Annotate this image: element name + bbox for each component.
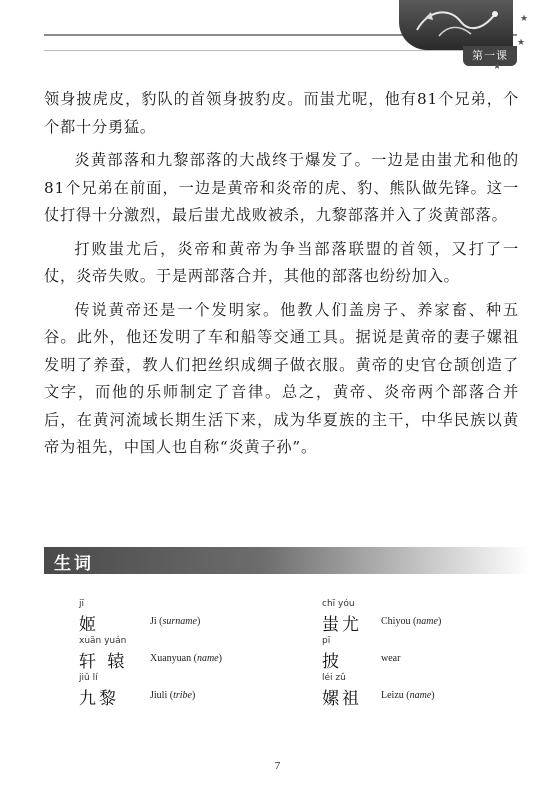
vocab-pinyin: jī xyxy=(79,599,85,609)
vocab-heading xyxy=(44,547,530,574)
vocab-hanzi: 披 xyxy=(322,652,342,672)
reading-text xyxy=(44,86,519,468)
page-number: 7 xyxy=(274,760,281,772)
vocab-hanzi: 九黎 xyxy=(79,689,119,709)
paragraph-2: 炎黄部落和九黎部落的大战终于爆发了。一边是由蚩尤和他的81个兄弟在前面，一边是黄帝和炎帝的虎、豹、熊队做先锋。这一仗打得十分激烈，最后蚩尤战败被杀，九黎部落并入了炎黄部落。 xyxy=(44,151,519,224)
paragraph-3: 打败蚩尤后，炎帝和黄帝为争当部落联盟的首领，又打了一仗，炎帝失败。于是两部落合并，其他的部落也纷纷加入。 xyxy=(44,239,519,285)
star-icon: ★ xyxy=(493,62,502,72)
paragraph-4: 传说黄帝还是一个发明家。他教人们盖房子、养家畜、种五谷。此外，他还发明了车和船等交通工具。据说是黄帝的妻子嫘祖发明了养蚕，教人们把丝织成绸子做衣服。黄帝的史官仓颉创造了文字，而他的乐师制定了音律。总之，黄帝、炎帝两个部落合并后，在黄河流域长期生活下来，成为华夏族的主干，中华民族以黄帝为祖先，中国人也自称“炎黄子孙”。 xyxy=(44,300,519,456)
vocab-pinyin: xuān yuán xyxy=(79,636,127,646)
vocab-gloss: Chiyou (name) xyxy=(381,616,442,627)
vocab-heading-label: 生词 xyxy=(54,554,94,574)
vocab-pinyin: jiǔ lí xyxy=(79,673,98,683)
star-icon: ★ xyxy=(517,38,526,48)
vocab-pinyin: léi zǔ xyxy=(322,673,346,683)
vocab-gloss: Leizu (name) xyxy=(381,690,435,701)
vocab-hanzi: 蚩尤 xyxy=(322,615,362,635)
vocab-gloss: Jiuli (tribe) xyxy=(150,690,196,701)
dragon-ornament-graphic xyxy=(399,0,513,50)
vocab-pinyin: pī xyxy=(322,636,331,646)
dragon-ornament xyxy=(399,0,513,50)
vocab-gloss: wear xyxy=(381,653,401,664)
vocab-pinyin: chī yóu xyxy=(322,599,355,609)
lesson-tab: 第一课 xyxy=(463,46,517,66)
star-icon: ★ xyxy=(520,14,529,24)
vocab-hanzi: 姬 xyxy=(79,615,99,635)
vocab-hanzi: 轩 辕 xyxy=(79,652,128,672)
vocab-hanzi: 嫘祖 xyxy=(322,689,362,709)
vocab-gloss: Ji (surname) xyxy=(150,616,201,627)
paragraph-1: 领身披虎皮，豹队的首领身披豹皮。而蚩尤呢，他有81个兄弟，个个都十分勇猛。 xyxy=(44,90,519,136)
vocab-gloss: Xuanyuan (name) xyxy=(150,653,222,664)
